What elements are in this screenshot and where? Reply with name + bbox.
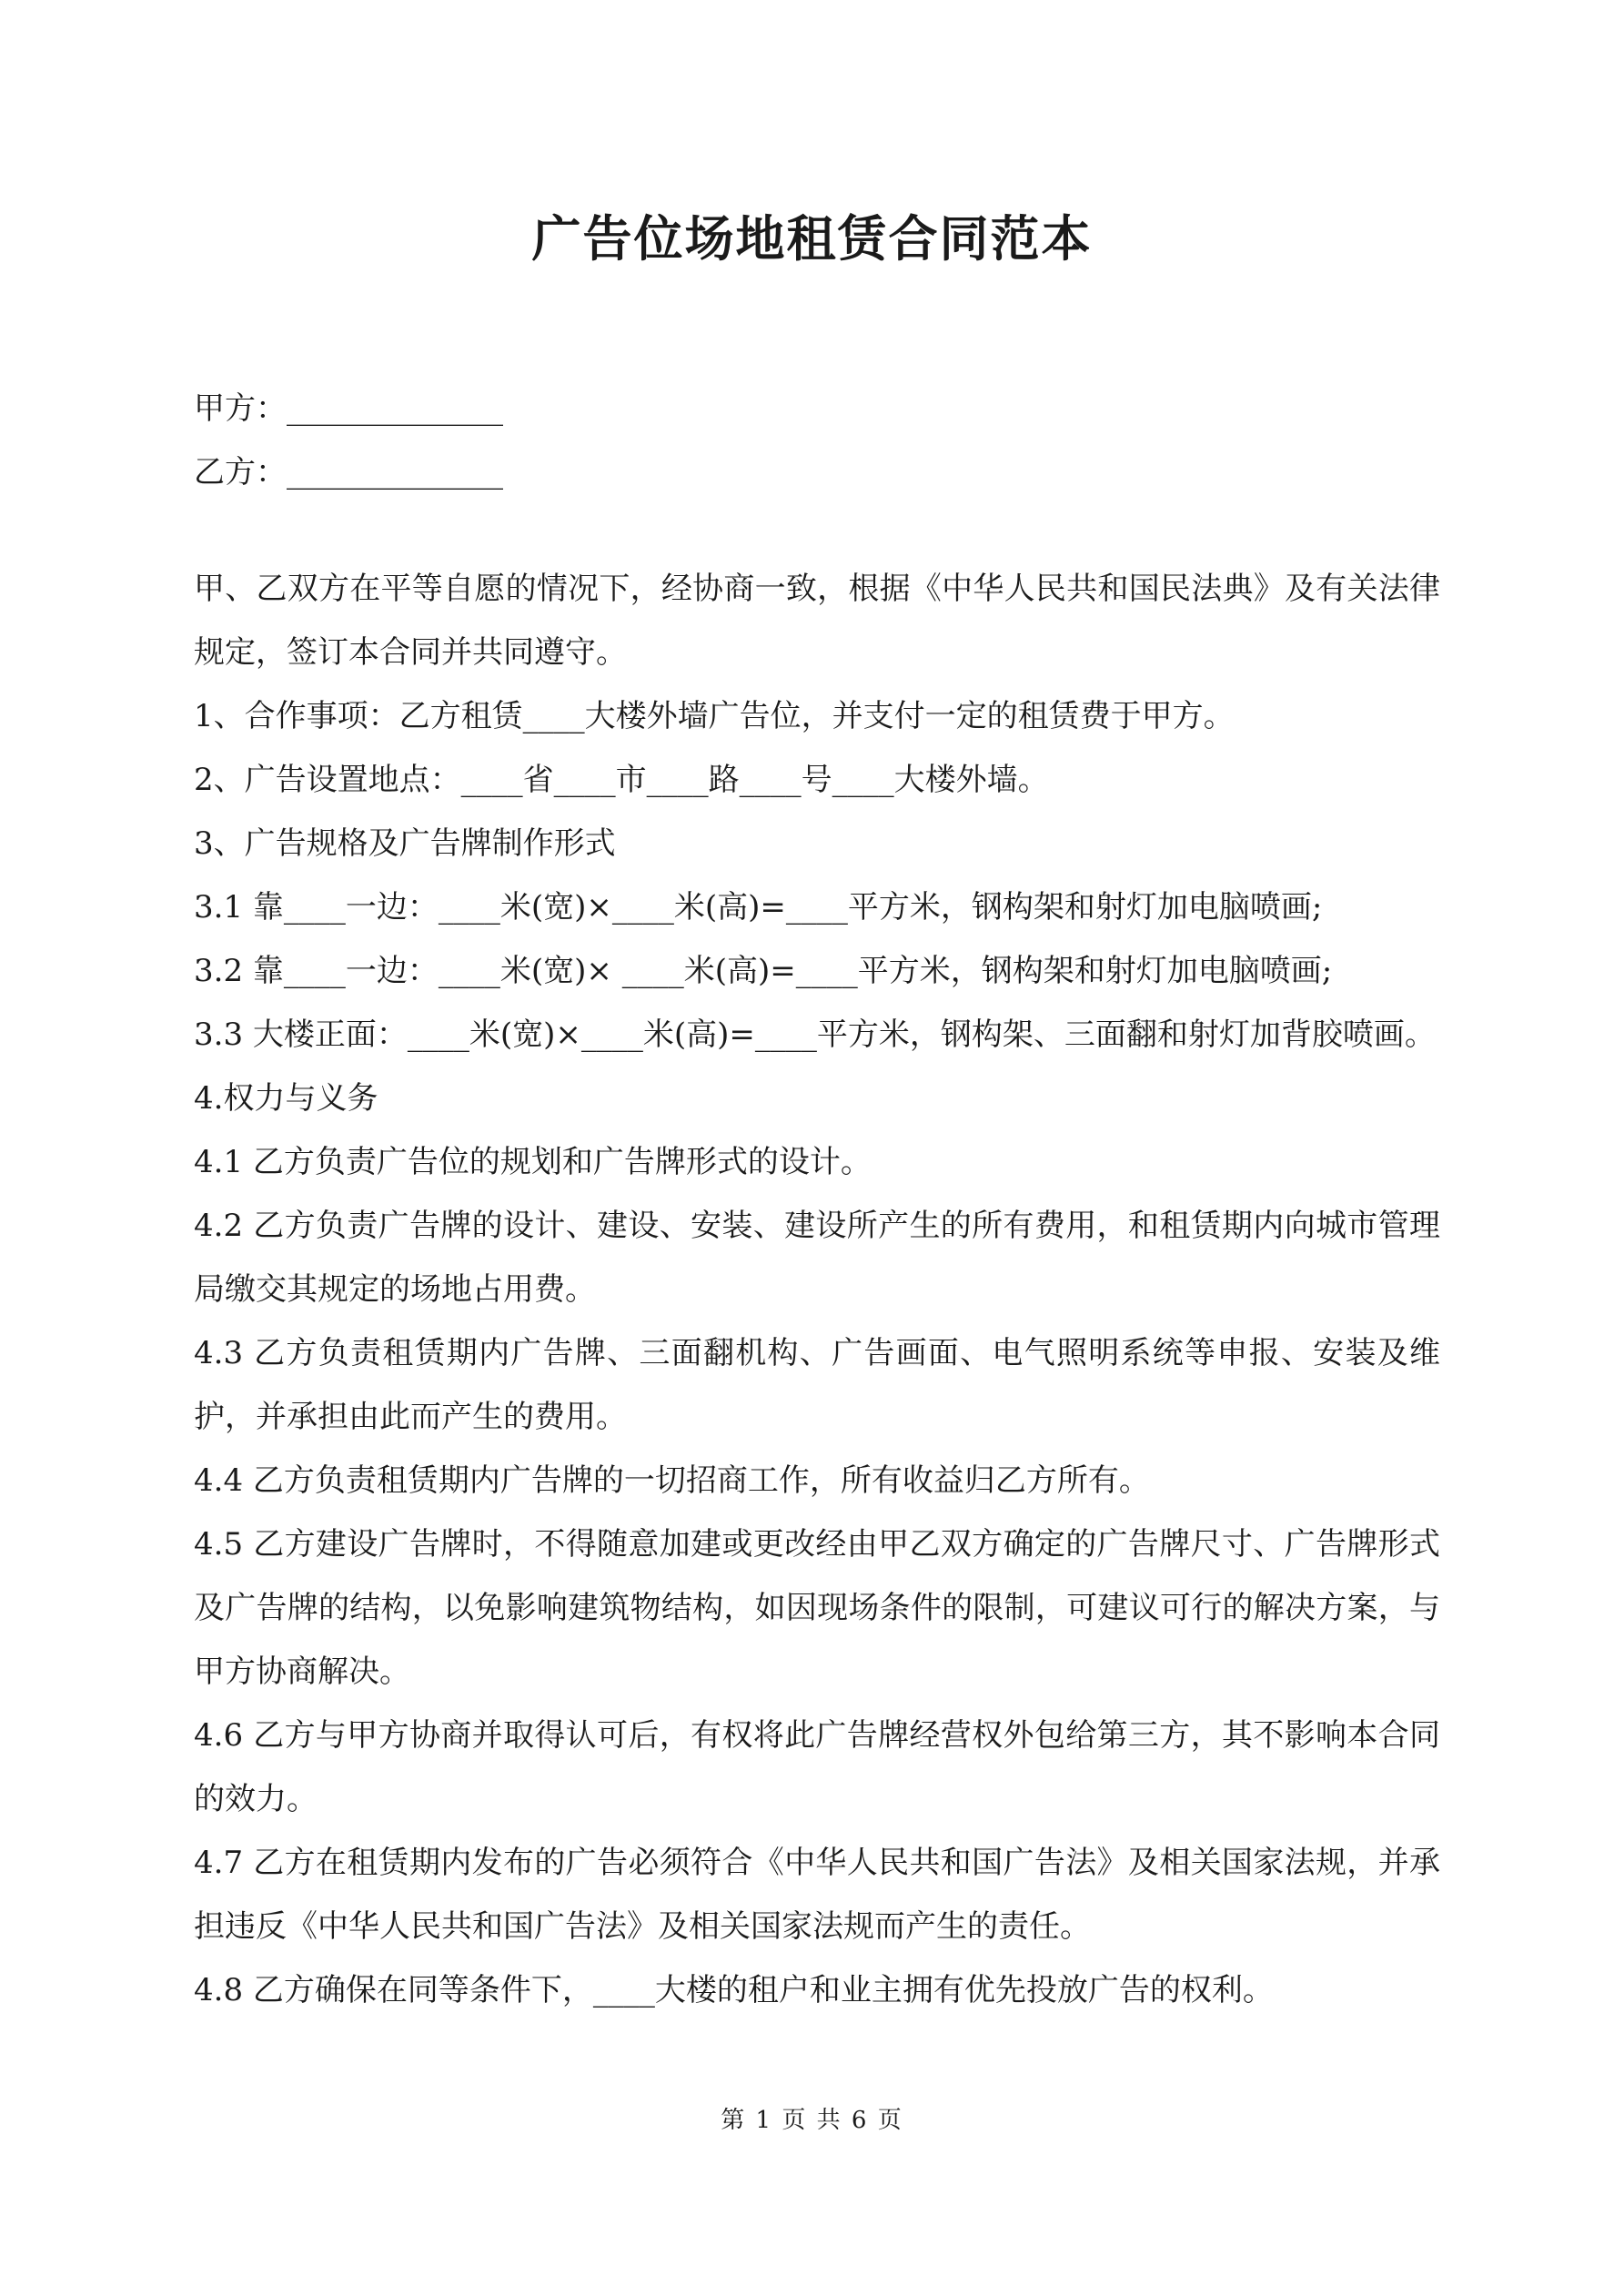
clause-4-1: 4.1 乙方负责广告位的规划和广告牌形式的设计。	[194, 1144, 872, 1180]
party-a-line: 甲方：______________	[194, 390, 503, 427]
clause-4-5: 4.5 乙方建设广告牌时，不得随意加建或更改经由甲乙双方确定的广告牌尺寸、广告牌形式及广告牌的结构，以免影响建筑物结构，如因现场条件的限制，可建议可行的解决方案，与甲方协商解决。	[194, 1526, 1440, 1690]
clause-4-heading: 4.权力与义务	[194, 1080, 378, 1117]
contract-body	[194, 557, 1440, 2022]
clause-1: 1、合作事项：乙方租赁____大楼外墙广告位，并支付一定的租赁费于甲方。	[194, 698, 1235, 734]
clause-3-1: 3.1 靠____一边：____米(宽)×____米(高)=____平方米，钢构架和射灯加电脑喷画;	[194, 889, 1323, 925]
clause-4-3: 4.3 乙方负责租赁期内广告牌、三面翻机构、广告画面、电气照明系统等申报、安装及维护，并承担由此而产生的费用。	[194, 1335, 1440, 1435]
clause-3-3: 3.3 大楼正面：____米(宽)×____米(高)=____平方米，钢构架、三面翻和射灯加背胶喷画。	[194, 1017, 1436, 1053]
clause-4-4: 4.4 乙方负责租赁期内广告牌的一切招商工作，所有收益归乙方所有。	[194, 1462, 1150, 1499]
preamble-paragraph: 甲、乙双方在平等自愿的情况下，经协商一致，根据《中华人民共和国民法典》及有关法律规定，签订本合同并共同遵守。	[194, 571, 1440, 671]
document-title: 广告位场地租赁合同范本	[531, 209, 1093, 268]
clause-4-6: 4.6 乙方与甲方协商并取得认可后，有权将此广告牌经营权外包给第三方，其不影响本合同的效力。	[194, 1717, 1440, 1817]
clause-4-2: 4.2 乙方负责广告牌的设计、建设、安装、建设所产生的所有费用，和租赁期内向城市管理局缴交其规定的场地占用费。	[194, 1208, 1440, 1308]
clause-3-2: 3.2 靠____一边：____米(宽)× ____米(高)=____平方米，钢构架和射灯加电脑喷画;	[194, 953, 1333, 989]
parties-block	[194, 377, 1440, 504]
clause-3-heading: 3、广告规格及广告牌制作形式	[194, 825, 616, 862]
page-footer: 第 1 页 共 6 页	[721, 2107, 903, 2134]
party-b-line: 乙方：______________	[194, 454, 503, 491]
clause-4-8: 4.8 乙方确保在同等条件下，____大楼的租户和业主拥有优先投放广告的权利。	[194, 1972, 1274, 2008]
clause-2: 2、广告设置地点：____省____市____路____号____大楼外墙。	[194, 762, 1049, 798]
clause-4-7: 4.7 乙方在租赁期内发布的广告必须符合《中华人民共和国广告法》及相关国家法规，并承担违反《中华人民共和国广告法》及相关国家法规而产生的责任。	[194, 1845, 1440, 1945]
